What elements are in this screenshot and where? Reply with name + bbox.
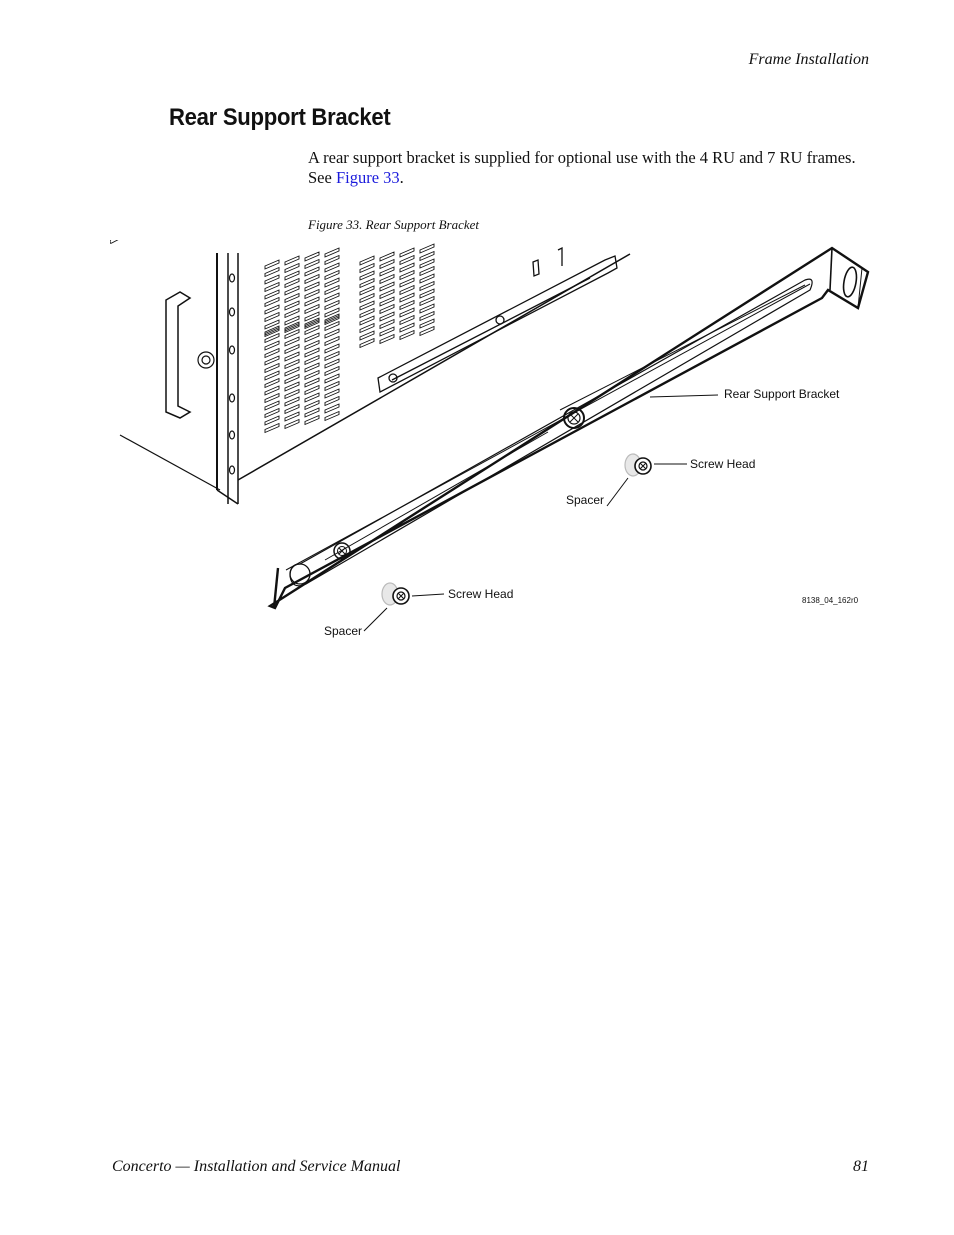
- figure-id: 8138_04_162r0: [802, 596, 859, 605]
- vent-slot: [265, 298, 279, 307]
- vent-slot: [420, 259, 434, 268]
- page-number: 81: [853, 1158, 869, 1175]
- vent-slot: [265, 268, 279, 277]
- label-spacer-lower: Spacer: [324, 624, 363, 638]
- vent-slot: [325, 263, 339, 272]
- vent-slot: [380, 290, 394, 299]
- vent-slot: [325, 382, 339, 391]
- vent-slot: [400, 316, 414, 325]
- vent-slot: [420, 252, 434, 261]
- vent-slot: [325, 359, 339, 368]
- vent-slot: [325, 344, 339, 353]
- vent-slot: [380, 252, 394, 261]
- vent-slot: [325, 256, 339, 265]
- vent-slot: [360, 264, 374, 273]
- vent-slot: [265, 416, 279, 425]
- vent-slot: [400, 308, 414, 317]
- vent-slot: [325, 337, 339, 346]
- vent-slot: [420, 244, 434, 253]
- vent-slot: [305, 312, 319, 321]
- vent-slot: [360, 286, 374, 295]
- vent-slot: [380, 327, 394, 336]
- vent-slot: [420, 297, 434, 306]
- vent-slot: [265, 349, 279, 358]
- vent-slot: [305, 297, 319, 306]
- vent-slot: [305, 252, 319, 261]
- vent-slot: [325, 352, 339, 361]
- vent-slot: [265, 320, 279, 329]
- vent-slot: [265, 409, 279, 418]
- vent-slot: [360, 294, 374, 303]
- vent-slot: [285, 367, 299, 376]
- vent-slot: [285, 352, 299, 361]
- vent-slot: [360, 324, 374, 333]
- lower-spacer-screw: [382, 583, 409, 605]
- vent-slot: [400, 301, 414, 310]
- vent-slot: [285, 301, 299, 310]
- vent-slot: [265, 401, 279, 410]
- vent-slot: [380, 282, 394, 291]
- vent-slot: [400, 293, 414, 302]
- vent-slot: [400, 323, 414, 332]
- figure-link[interactable]: Figure 33: [335, 168, 400, 187]
- vent-slot: [420, 327, 434, 336]
- vent-slot: [380, 275, 394, 284]
- vent-slot: [285, 360, 299, 369]
- vent-slot: [360, 339, 374, 348]
- vent-slot: [265, 305, 279, 314]
- vent-slot: [400, 256, 414, 265]
- vent-slot: [305, 282, 319, 291]
- vent-slot: [325, 322, 339, 331]
- upper-spacer-screw: [625, 454, 651, 476]
- vent-slot: [265, 394, 279, 403]
- vent-slot: [285, 294, 299, 303]
- vent-slot: [380, 320, 394, 329]
- vent-slot: [325, 301, 339, 310]
- vent-slot: [265, 290, 279, 299]
- vent-slot: [325, 367, 339, 376]
- section-title: Rear Support Bracket: [169, 104, 391, 131]
- vent-slot: [265, 341, 279, 350]
- vent-slot: [285, 375, 299, 384]
- vent-slot: [265, 283, 279, 292]
- vent-slot: [305, 341, 319, 350]
- vent-slot: [285, 390, 299, 399]
- vent-slot: [325, 329, 339, 338]
- vent-slot: [305, 333, 319, 342]
- vent-slot: [420, 319, 434, 328]
- vent-slot: [400, 286, 414, 295]
- vent-slot: [285, 412, 299, 421]
- vent-slot: [420, 304, 434, 313]
- intro-text: A rear support bracket is supplied for optional use with the 4 RU and 7 RU frames. See: [308, 148, 856, 187]
- vent-slot: [305, 416, 319, 425]
- vent-slot: [265, 260, 279, 269]
- vent-slot: [265, 313, 279, 322]
- vent-slot: [285, 256, 299, 265]
- bracket-illustration: [110, 240, 880, 650]
- vent-slot: [285, 264, 299, 273]
- vent-slot: [265, 364, 279, 373]
- vent-slot: [380, 335, 394, 344]
- vent-slot: [420, 267, 434, 276]
- vent-slot: [285, 286, 299, 295]
- vent-slot: [305, 326, 319, 335]
- handle: [166, 292, 190, 418]
- vent-slot: [285, 420, 299, 429]
- vent-slot: [380, 297, 394, 306]
- vent-slot: [305, 408, 319, 417]
- intro-paragraph: [308, 148, 874, 188]
- vent-slot: [305, 267, 319, 276]
- vent-slot: [325, 412, 339, 421]
- vent-slot: [380, 312, 394, 321]
- vent-slot: [400, 331, 414, 340]
- vent-slot: [305, 363, 319, 372]
- vent-slot: [325, 374, 339, 383]
- vent-slot: [400, 271, 414, 280]
- vent-slot: [265, 371, 279, 380]
- vent-slot: [400, 278, 414, 287]
- vent-slot: [325, 397, 339, 406]
- vent-slot: [360, 271, 374, 280]
- vent-slot: [420, 282, 434, 291]
- vent-slot: [305, 305, 319, 314]
- vent-slot: [325, 404, 339, 413]
- vent-slot: [325, 278, 339, 287]
- vent-slot: [360, 316, 374, 325]
- thumbscrew: [198, 352, 214, 368]
- label-spacer-upper: Spacer: [566, 493, 605, 507]
- vent-slot: [360, 309, 374, 318]
- vent-slot: [305, 260, 319, 269]
- vent-slot: [265, 275, 279, 284]
- vent-slot: [325, 389, 339, 398]
- vent-slot: [285, 337, 299, 346]
- vent-slot: [325, 293, 339, 302]
- vent-slot: [265, 424, 279, 433]
- vent-slot: [305, 356, 319, 365]
- vent-slot: [285, 330, 299, 339]
- vent-slot: [360, 256, 374, 265]
- vent-slot: [305, 371, 319, 380]
- vent-slot: [265, 356, 279, 365]
- vent-slot: [325, 271, 339, 280]
- running-header: Frame Installation: [748, 51, 869, 68]
- vent-slot: [380, 267, 394, 276]
- vent-slot: [305, 348, 319, 357]
- vent-slot: [265, 379, 279, 388]
- slide-rail: [378, 248, 617, 392]
- vent-slot: [285, 345, 299, 354]
- vent-slot: [400, 248, 414, 257]
- vent-slot: [285, 316, 299, 325]
- label-rear-support-bracket: Rear Support Bracket: [724, 387, 840, 401]
- vent-slot: [305, 401, 319, 410]
- vent-slot: [305, 290, 319, 299]
- intro-end: .: [399, 168, 404, 187]
- vent-slot: [420, 274, 434, 283]
- vent-slot: [285, 271, 299, 280]
- vent-slot: [360, 279, 374, 288]
- vent-slot: [305, 378, 319, 387]
- vent-slot: [305, 393, 319, 402]
- vent-slot: [285, 309, 299, 318]
- vent-grille: [110, 240, 124, 244]
- vent-slot: [400, 263, 414, 272]
- vent-slot: [285, 397, 299, 406]
- frame-bottom-edge-line: [120, 435, 220, 490]
- label-screw-head-upper: Screw Head: [690, 457, 756, 471]
- vent-slot: [265, 334, 279, 343]
- vent-slot: [305, 275, 319, 284]
- figure-caption: Figure 33. Rear Support Bracket: [308, 217, 480, 232]
- vent-slot: [420, 312, 434, 321]
- vent-slot: [325, 248, 339, 257]
- vent-slot: [265, 386, 279, 395]
- label-screw-head-lower: Screw Head: [448, 587, 514, 601]
- vent-slot: [380, 260, 394, 269]
- rear-support-bracket-figure: [110, 240, 880, 650]
- vent-slot: [325, 286, 339, 295]
- vent-slot: [360, 301, 374, 310]
- vent-slot: [285, 382, 299, 391]
- footer-manual-title: Concerto — Installation and Service Manual: [112, 1158, 401, 1175]
- vent-slot: [420, 289, 434, 298]
- vent-slot: [285, 405, 299, 414]
- vent-slot: [325, 308, 339, 317]
- vent-slot: [285, 279, 299, 288]
- vent-slot: [305, 386, 319, 395]
- vent-slot: [360, 331, 374, 340]
- vent-slot: [380, 305, 394, 314]
